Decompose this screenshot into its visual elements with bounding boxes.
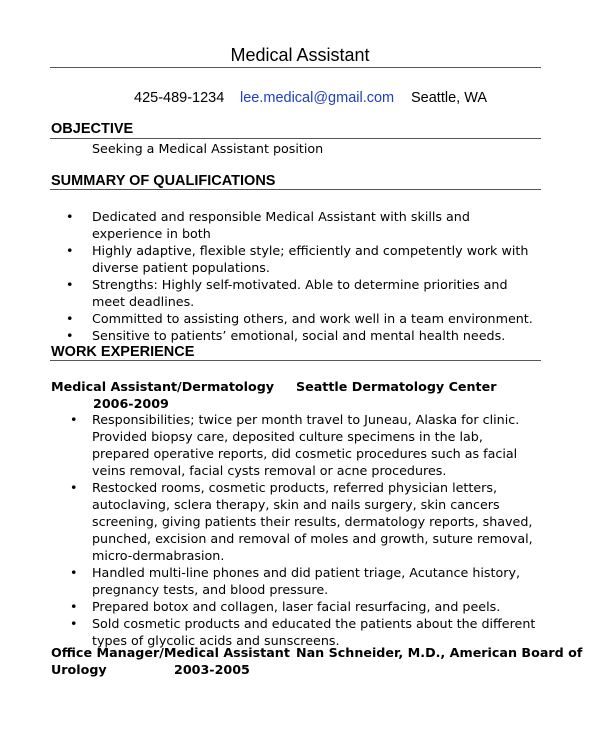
location: Seattle, WA xyxy=(411,90,488,106)
job-title: Office Manager/Medical Assistant xyxy=(51,645,290,660)
bullet-icon: • xyxy=(66,311,74,326)
job-employer: Seattle Dermatology Center xyxy=(296,379,497,394)
bullet-icon: • xyxy=(70,565,78,580)
job-duties-list xyxy=(70,411,538,649)
summary-divider xyxy=(50,189,541,190)
job-title-continued: Urology xyxy=(51,662,107,677)
summary-heading: SUMMARY OF QUALIFICATIONS xyxy=(51,173,276,189)
bullet-icon: • xyxy=(70,599,78,614)
objective-text: Seeking a Medical Assistant position xyxy=(92,141,324,156)
bullet-icon: • xyxy=(66,209,74,224)
list-item xyxy=(66,327,536,344)
list-item xyxy=(70,411,538,479)
list-item-text: Responsibilities; twice per month travel to Juneau, Alaska for clinic. Provided biopsy care, deposited culture specimens in the lab, prepared operative reports, did cosmetic procedures such as facial veins removal, facial cysts removal or acne procedures. xyxy=(92,412,520,478)
list-item xyxy=(70,598,538,615)
list-item-text: Committed to assisting others, and work well in a team environment. xyxy=(92,311,533,326)
phone-number: 425-489-1234 xyxy=(134,90,225,106)
qualifications-list xyxy=(66,208,536,344)
resume-title: Medical Assistant xyxy=(230,45,370,65)
job-employer: Nan Schneider, M.D., American Board of xyxy=(296,645,583,660)
objective-heading: OBJECTIVE xyxy=(51,121,134,137)
list-item-text: Handled multi-line phones and did patient triage, Acutance history, pregnancy tests, and blood pressure. xyxy=(92,565,521,597)
bullet-icon: • xyxy=(70,412,78,427)
bullet-icon: • xyxy=(70,616,78,631)
list-item-text: Strengths: Highly self-motivated. Able to determine priorities and meet deadlines. xyxy=(92,277,508,309)
list-item xyxy=(66,208,536,242)
list-item-text: Sensitive to patients’ emotional, social and mental health needs. xyxy=(92,328,506,343)
bullet-icon: • xyxy=(70,480,78,495)
email-link[interactable]: lee.medical@gmail.com xyxy=(240,90,395,106)
list-item-text: Highly adaptive, flexible style; efficiently and competently work with diverse patient populations. xyxy=(92,243,529,275)
job-dates: 2006-2009 xyxy=(93,396,169,411)
job-title: Medical Assistant/Dermatology xyxy=(51,379,275,394)
list-item-text: Dedicated and responsible Medical Assistant with skills and experience in both xyxy=(92,209,470,241)
experience-divider xyxy=(50,360,541,361)
list-item-text: Sold cosmetic products and educated the patients about the different types of glycolic acids and sunscreens. xyxy=(92,616,536,648)
bullet-icon: • xyxy=(66,277,74,292)
list-item-text: Restocked rooms, cosmetic products, referred physician letters, autoclaving, sclera therapy, skin and nails surgery, skin cancers screening, giving patients their results, dermatology reports, shaved, punched, excision and removal of moles and growth, suture removal, micro-dermabrasion. xyxy=(92,480,533,563)
bullet-icon: • xyxy=(66,243,74,258)
bullet-icon: • xyxy=(66,328,74,343)
list-item xyxy=(66,242,536,276)
list-item xyxy=(70,564,538,598)
experience-heading: WORK EXPERIENCE xyxy=(51,344,195,360)
title-divider xyxy=(50,67,541,68)
list-item-text: Prepared botox and collagen, laser facial resurfacing, and peels. xyxy=(92,599,501,614)
objective-divider xyxy=(50,138,541,139)
list-item xyxy=(70,479,538,564)
list-item xyxy=(66,310,536,327)
list-item xyxy=(66,276,536,310)
job-dates: 2003-2005 xyxy=(174,662,250,677)
